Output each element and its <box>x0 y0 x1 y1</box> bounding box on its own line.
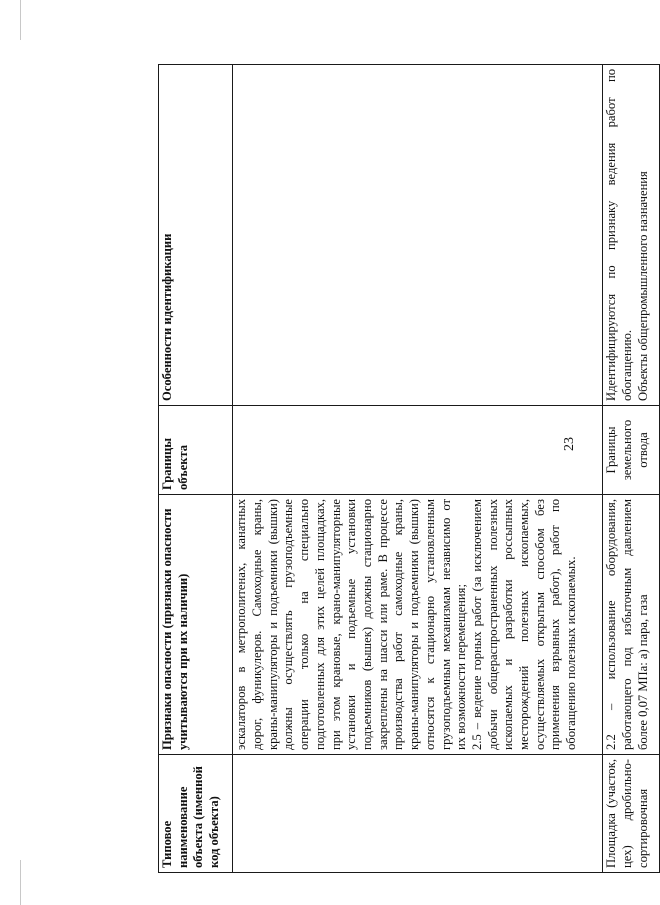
cell-hazard-signs: эскалаторов в метрополитенах, канатных дорог, фуникулеров. Самоходные краны, краны-манипуляторы и подъемники (вышки) должны осуществлять грузоподъемные операции только на специально подготовленных для этих целей площадках, при этом крановые, крано-манипуляторные установки и подъемные установки подъемников (вышек) должны стационарно закреплены на шасси или раме. В процессе производства работ самоходные краны, краны-манипуляторы и подъемники (вышки) относятся к стационарно установленным грузоподъемным механизмам независимо от их возможности перемещения; 2.5 – ведение горных работ (за исключением добычи общераспространенных полезных ископаемых и разработки россыпных месторождений полезных ископаемых, осуществляемых открытым способом без применения взрывных работ), работ по обогащению полезных ископаемых. <box>233 495 603 755</box>
scan-edge-mark <box>20 860 21 905</box>
table-row <box>603 65 660 873</box>
scan-edge-mark <box>20 0 21 40</box>
cell-object-name <box>233 755 603 873</box>
header-object-name: Типовое наименование объекта (именной код объекта) <box>159 755 233 873</box>
page-number: 23 <box>562 437 577 451</box>
cell-object-name: Площадка (участок, цех) дробильно-сортировочная <box>603 755 660 873</box>
header-hazard-signs: Признаки опасности (признаки опасности учитываются при их наличии) <box>159 495 233 755</box>
table-row <box>233 65 603 873</box>
cell-identification-features <box>233 65 603 406</box>
table-header-row <box>159 65 233 873</box>
cell-object-boundaries: Границы земельного отвода <box>603 406 660 495</box>
rotated-table-container <box>158 65 660 873</box>
hazard-identification-table <box>158 64 660 873</box>
cell-hazard-signs: 2.2 – использование оборудования, работающего под избыточным давлением более 0,07 МПа: а) пара, газа <box>603 495 660 755</box>
header-identification-features: Особенности идентификации <box>159 65 233 406</box>
cell-identification-features: Идентифицируются по признаку ведения работ по обогащению. Объекты общепромышленного назначения <box>603 65 660 406</box>
cell-object-boundaries <box>233 406 603 495</box>
header-object-boundaries: Границы объекта <box>159 406 233 495</box>
